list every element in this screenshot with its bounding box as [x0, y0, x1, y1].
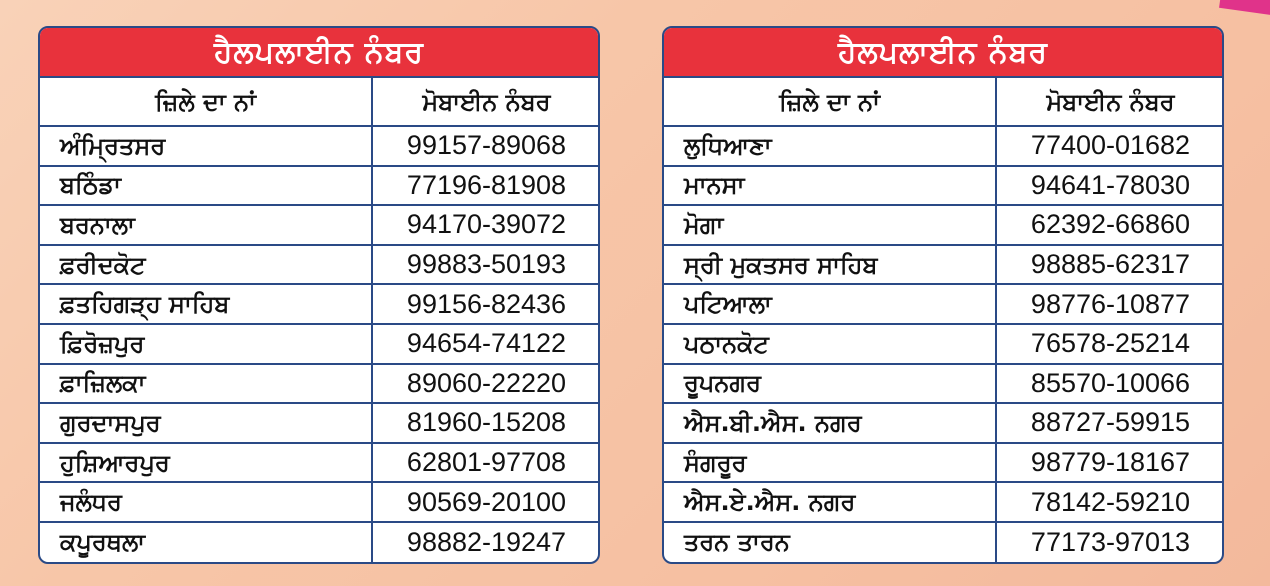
district-name: ਬਰਨਾਲਾ: [40, 205, 372, 245]
district-name: ਬਠਿੰਡਾ: [40, 166, 372, 206]
mobile-number: 62801-97708: [372, 443, 600, 483]
table-row: [40, 364, 600, 404]
mobile-number: 99156-82436: [372, 284, 600, 324]
mobile-number: 77400-01682: [996, 126, 1224, 166]
district-name: ਸ੍ਰੀ ਮੁਕਤਸਰ ਸਾਹਿਬ: [664, 245, 996, 285]
district-name: ਐਸ.ਏ.ਐਸ. ਨਗਰ: [664, 482, 996, 522]
mobile-number: 98885-62317: [996, 245, 1224, 285]
mobile-number: 77173-97013: [996, 522, 1224, 562]
mobile-number: 62392-66860: [996, 205, 1224, 245]
mobile-number: 94654-74122: [372, 324, 600, 364]
table-row: [40, 126, 600, 166]
mobile-number: 89060-22220: [372, 364, 600, 404]
table-row: [40, 522, 600, 562]
panel-title: ਹੈਲਪਲਾਈਨ ਨੰਬਰ: [664, 28, 1222, 78]
mobile-column-header: ਮੋਬਾਈਨ ਨੰਬਰ: [996, 78, 1224, 126]
corner-accent: [1219, 0, 1270, 16]
mobile-number: 99157-89068: [372, 126, 600, 166]
district-name: ਮੋਗਾ: [664, 205, 996, 245]
table-row: [40, 482, 600, 522]
mobile-number: 94641-78030: [996, 166, 1224, 206]
district-column-header: ਜ਼ਿਲੇ ਦਾ ਨਾਂ: [40, 78, 372, 126]
district-name: ਰੂਪਨਗਰ: [664, 364, 996, 404]
district-name: ਲੁਧਿਆਣਾ: [664, 126, 996, 166]
district-name: ਤਰਨ ਤਾਰਨ: [664, 522, 996, 562]
mobile-column-header: ਮੋਬਾਈਨ ਨੰਬਰ: [372, 78, 600, 126]
mobile-number: 77196-81908: [372, 166, 600, 206]
mobile-number: 99883-50193: [372, 245, 600, 285]
table-row: [664, 205, 1224, 245]
mobile-number: 94170-39072: [372, 205, 600, 245]
table-header-row: [664, 78, 1224, 126]
table-row: [664, 364, 1224, 404]
mobile-number: 98776-10877: [996, 284, 1224, 324]
table-header-row: [40, 78, 600, 126]
table-row: [40, 205, 600, 245]
table-row: [664, 324, 1224, 364]
mobile-number: 78142-59210: [996, 482, 1224, 522]
table-row: [40, 443, 600, 483]
district-name: ਹੁਸ਼ਿਆਰਪੁਰ: [40, 443, 372, 483]
district-name: ਫ਼ਤਹਿਗੜ੍ਹ ਸਾਹਿਬ: [40, 284, 372, 324]
table-row: [664, 245, 1224, 285]
district-name: ਸੰਗਰੂਰ: [664, 443, 996, 483]
district-name: ਫ਼ਰੀਦਕੋਟ: [40, 245, 372, 285]
district-column-header: ਜ਼ਿਲੇ ਦਾ ਨਾਂ: [664, 78, 996, 126]
table-row: [664, 284, 1224, 324]
mobile-number: 85570-10066: [996, 364, 1224, 404]
table-row: [664, 126, 1224, 166]
table-row: [40, 284, 600, 324]
district-name: ਜਲੰਧਰ: [40, 482, 372, 522]
district-name: ਕਪੂਰਥਲਾ: [40, 522, 372, 562]
district-name: ਫ਼ਿਰੋਜ਼ਪੁਰ: [40, 324, 372, 364]
table-row: [40, 166, 600, 206]
panel-title: ਹੈਲਪਲਾਈਨ ਨੰਬਰ: [40, 28, 598, 78]
district-name: ਪਠਾਨਕੋਟ: [664, 324, 996, 364]
table-row: [40, 403, 600, 443]
table-row: [664, 443, 1224, 483]
table-row: [40, 324, 600, 364]
mobile-number: 88727-59915: [996, 403, 1224, 443]
district-name: ਮਾਨਸਾ: [664, 166, 996, 206]
helpline-panel-left: [38, 26, 600, 564]
district-name: ਫ਼ਾਜ਼ਿਲਕਾ: [40, 364, 372, 404]
mobile-number: 98882-19247: [372, 522, 600, 562]
table-row: [664, 482, 1224, 522]
mobile-number: 76578-25214: [996, 324, 1224, 364]
table-row: [664, 522, 1224, 562]
helpline-table: [40, 78, 600, 562]
district-name: ਐਸ.ਬੀ.ਐਸ. ਨਗਰ: [664, 403, 996, 443]
mobile-number: 98779-18167: [996, 443, 1224, 483]
district-name: ਗੁਰਦਾਸਪੁਰ: [40, 403, 372, 443]
mobile-number: 81960-15208: [372, 403, 600, 443]
table-row: [664, 403, 1224, 443]
table-row: [40, 245, 600, 285]
table-row: [664, 166, 1224, 206]
helpline-table: [664, 78, 1224, 562]
mobile-number: 90569-20100: [372, 482, 600, 522]
district-name: ਪਟਿਆਲਾ: [664, 284, 996, 324]
helpline-panel-right: [662, 26, 1224, 564]
district-name: ਅੰਮ੍ਰਿਤਸਰ: [40, 126, 372, 166]
